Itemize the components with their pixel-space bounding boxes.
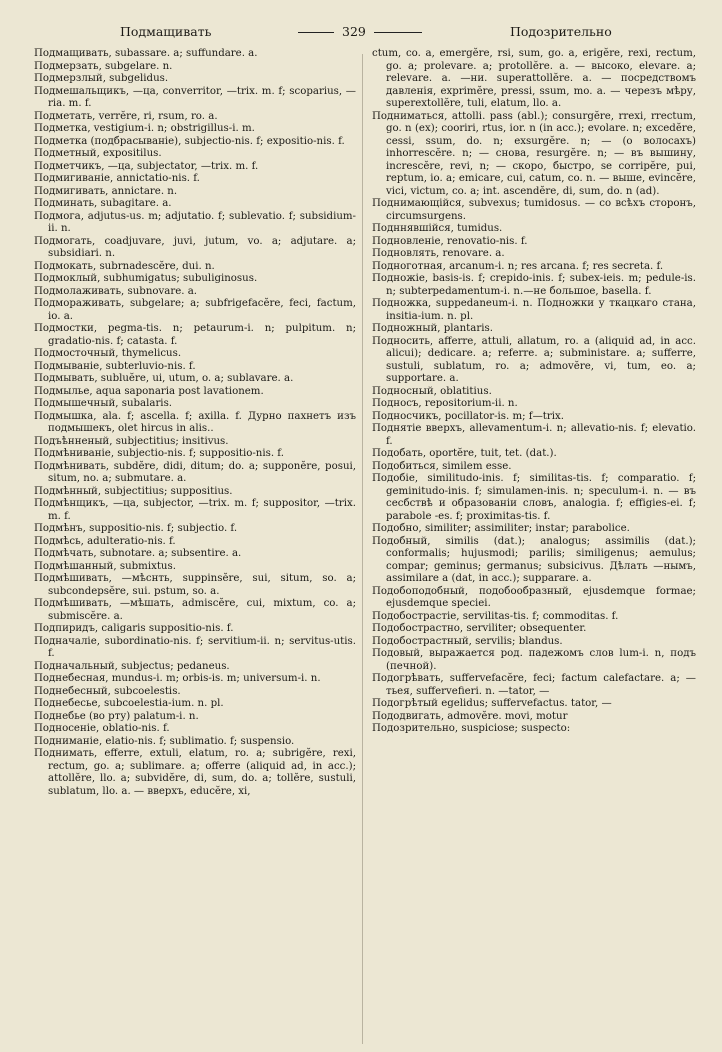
dictionary-entry: Подобострастіе, servilitas-tis. f; commoditas. f.	[372, 610, 619, 622]
dictionary-entry: Подогрѣтый egelidus; suffervefactus. tator, —	[372, 698, 612, 709]
column-divider	[362, 54, 363, 1044]
dictionary-entry: Подносить, afferre, attuli, allatum, ro. a (aliquid ad, in acc. alicui); dedicare. a; referre. a; subministare. a; sufferre, sustuli, sublatum, ro. a; admovĕre, vi, tum, eo. a; supportare. a.	[372, 335, 696, 384]
dictionary-entry: Подниматься, attolli. pass (abl.); consurgĕre, rrexi, rrectum, go. n (ex); cooriri, rtus, ior. n (in acc.); evolare. n; excedĕre, cessi, ssum, do. n; exsurgĕre. n; — (о волосахъ) inhorrescĕre. n; — снова, resurgĕre. n; — въ вышину, increscĕre, revi, n; — скоро, быстро, se corripĕre, pui, reptum, io. a; emicare, cui, catum, co. n. — выше, evincĕre, vici, victum, co. a; int. ascendĕre, di, sum, do. n (ad).	[372, 110, 696, 197]
dictionary-entry: Подмышечный, subalaris.	[34, 398, 173, 409]
dictionary-entry: Подначальный, subjectus; pedaneus.	[34, 660, 230, 672]
dictionary-entry: Подминать, subagitare. a.	[34, 198, 172, 209]
dictionary-entry: Подмываніе, subterluvio-nis. f.	[34, 360, 196, 372]
dictionary-entry: Подовый, выражается род. падежомъ слов lum-i. n, подъ (печной).	[372, 648, 696, 672]
dictionary-entry: Поднебесная, mundus-i. m; orbis-is. m; universum-i. n.	[34, 673, 321, 684]
dictionary-entry: Подмышка, ala. f; ascella. f; axilla. f. Дурно пахнетъ изъ подмышекъ, olet hircus in alis..	[34, 410, 356, 434]
dictionary-entry: Подмосточный, thymelicus.	[34, 348, 182, 359]
dictionary-entry: Подозрительно, suspiciose; suspecto:	[372, 723, 571, 734]
dictionary-entry: Подмерзлый, subgelidus.	[34, 73, 169, 84]
dictionary-entry: Подмокать, subrnadescĕre, dui. n.	[34, 260, 215, 272]
dictionary-entry: Подмѣшанный, submixtus.	[34, 560, 176, 572]
dictionary-entry: ctum, co. a, emergĕre, rsi, sum, go. a, erigĕre, rexi, rectum, go. a; prolevare. a; protollĕre. a. — высоко, elevare. a; relevare. a. —ни. superattollĕre. a. — посредствомъ давленія, exprimĕre, pressi, ssum, mo. a. — черезъ мѣру, superextollĕre, tuli, elatum, llo. a.	[372, 48, 696, 109]
dictionary-entry: Подмораживать, subgelare; a; subfrigefacĕre, feci, factum, io. a.	[34, 298, 356, 322]
dictionary-entry: Подмигиваніе, annictatio-nis. f.	[34, 173, 200, 184]
page-number-block	[298, 24, 422, 39]
dictionary-entry: Подмѣсь, adulteratio-nis. f.	[34, 535, 176, 547]
dictionary-entry: Подпиридъ, caligaris suppositio-nis. f.	[34, 623, 234, 634]
dictionary-entry: Подначаліе, subordinatio-nis. f; servitium-ii. n; servitus-utis. f.	[34, 635, 356, 659]
dictionary-entry: Подмога, adjutus-us. m; adjutatio. f; sublevatio. f; subsidium-ii. n.	[34, 210, 356, 234]
dictionary-entry: Подмѣчать, subnotare. a; subsentire. a.	[34, 548, 242, 559]
dictionary-entry: Пододвигать, admovĕre. movi, motur	[372, 710, 568, 722]
dictionary-entry: Подметать, verrĕre, ri, rsum, ro. a.	[34, 110, 218, 122]
dictionary-entry: Подносчикъ, pocillator-is. m; f—trix.	[372, 410, 564, 422]
dictionary-entry: Подметчикъ, —ца, subjectator, —trix. m. f.	[34, 160, 259, 172]
dictionary-entry: Подмолаживать, subnovare. a.	[34, 285, 198, 297]
header-rule-left	[298, 32, 334, 33]
dictionary-entry: Подмешальщикъ, —ца, converritor, —trix. m. f; scoparius, —ria. m. f.	[34, 85, 356, 109]
dictionary-entry: Подмыльe, aqua saponaria post lavationem.	[34, 385, 264, 397]
dictionary-entry: Подмерзать, subgelare. n.	[34, 60, 173, 72]
dictionary-entry: Подмѣнный, subjectitius; suppositius.	[34, 485, 233, 497]
dictionary-entry: Подогрѣвать, suffervefacĕre, feci; factum calefactare. a; —тьея, suffervefieri. n. —tator, —	[372, 673, 696, 697]
dictionary-entry: Подножка, suppedaneum-i. n. Подножки у ткацкаго стана, insitia-ium. n. pl.	[372, 298, 696, 322]
running-head-right: Подозрительно	[510, 24, 612, 39]
dictionary-entry: Поднебесье, subcoelestia-ium. n. pl.	[34, 698, 224, 709]
dictionary-entry: Подобать, oportĕre, tuit, tet. (dat.).	[372, 448, 557, 459]
dictionary-entry: Подмывать, subluĕre, ui, utum, o. a; sublavare. a.	[34, 373, 294, 384]
dictionary-entry: Подобно, similiter; assimiliter; instar; parabolice.	[372, 523, 630, 534]
dictionary-entry: Подновлять, renovare. a.	[372, 248, 505, 259]
dictionary-entry: Подмѣнщикъ, —ца, subjector, —trix. m. f; suppositor, —trix. m. f.	[34, 498, 356, 522]
header-rule-right	[374, 32, 422, 33]
dictionary-entry: Подносеніе, oblatio-nis. f.	[34, 723, 170, 734]
dictionary-entry: Подносъ, repositorium-ii. n.	[372, 398, 518, 409]
dictionary-entry: Поднимающійся, subvexus; tumidosus. — со всѣхъ сторонъ, circumsurgens.	[372, 198, 696, 222]
dictionary-entry: Подобострастно, serviliter; obsequenter.	[372, 623, 587, 634]
dictionary-entry: Поднимать, efferre, extuli, elatum, ro. a; subrigĕre, rexi, rectum, go. a; sublimare. a; offerre (aliquid ad, in acc.); attollĕre, llo. a; subvidĕre, di, sum, do. a; tollĕre, sustuli, sublatum, llo. a. — вверхъ, educĕre, xi,	[34, 748, 356, 797]
dictionary-entry: Подниманіе, elatio-nis. f; sublimatio. f; suspensio.	[34, 735, 295, 747]
dictionary-entry: Подмостки, pegma-tis. n; petaurum-i. n; pulpitum. n; gradatio-nis. f; catasta. f.	[34, 323, 356, 347]
dictionary-entry: Подмѣшивать, —мѣснть, suppinsĕre, sui, situm, so. a; subcondepsĕre, sui. pstum, so. a.	[34, 573, 356, 597]
left-column	[34, 48, 356, 798]
dictionary-entry: Подновленіе, renovatio-nis. f.	[372, 235, 528, 247]
page-header	[0, 24, 722, 44]
dictionary-entry: Подмогать, coadjuvare, juvi, jutum, vo. a; adjutare. a; subsidiari. n.	[34, 235, 356, 259]
dictionary-entry: Подобострастный, servilis; blandus.	[372, 635, 563, 647]
dictionary-entry: Поднятіе вверхъ, allevamentum-i. n; allevatio-nis. f; elevatio. f.	[372, 423, 696, 447]
dictionary-entry: Подметный, expositilus.	[34, 148, 162, 159]
dictionary-entry: Подмигивать, annictare. n.	[34, 185, 178, 197]
dictionary-entry: Подмѣнивать, subdĕre, didi, ditum; do. a; supponĕre, posui, situm, no. a; submutare. a.	[34, 460, 356, 484]
page-number: 329	[342, 24, 366, 39]
dictionary-entry: Подмѣшивать, —мѣшать, admiscĕre, cui, mixtum, co. a; submiscĕre. a.	[34, 598, 356, 622]
dictionary-entry: Поднебье (во рту) palatum-i. n.	[34, 710, 199, 722]
dictionary-entry: Подмѣнъ, suppositio-nis. f; subjectio. f.	[34, 523, 238, 534]
dictionary-entry: Подобоподобный, подобообразный, ejusdemque formae; ejusdemque speciei.	[372, 585, 696, 609]
right-column	[372, 48, 696, 736]
dictionary-entry: Подннявшійся, tumidus.	[372, 223, 503, 234]
dictionary-entry: Подобный, similis (dat.); analogus; assimilis (dat.); conformalis; hujusmodi; parilis; similigenus; aemulus; compar; geminus; germanus; subsicivus. Дѣлать —нымъ, assimilare a (dat, in acc.); supparare. a.	[372, 535, 696, 584]
dictionary-entry: Подъѣнненый, subjectitius; insitivus.	[34, 435, 229, 447]
dictionary-entry: Подметка, vestigium-i. n; obstrigillus-i. m.	[34, 123, 255, 134]
dictionary-entry: Подножіе, basis-is. f; crepido-inis. f; subex-ieis. m; pedule-is. n; subterpedamentum-i. n.—не большое, basella. f.	[372, 273, 696, 297]
dictionary-entry: Подмѣниваніе, subjectio-nis. f; suppositio-nis. f.	[34, 448, 284, 459]
dictionary-entry: Подобиться, similem esse.	[372, 460, 512, 472]
dictionary-entry: Поднебесный, subcoelestis.	[34, 685, 181, 697]
dictionary-entry: Подмоклый, subhumigatus; subuliginosus.	[34, 273, 258, 284]
dictionary-entry: Подножный, plantaris.	[372, 323, 493, 334]
dictionary-entry: Подметка (подбрасываніе), subjectio-nis. f; expositio-nis. f.	[34, 135, 345, 147]
dictionary-entry: Подобіе, similitudo-inis. f; similitas-tis. f; comparatio. f; geminitudo-inis. f; simulamen-inis. n; speculum-i. n. — въ сесбствѣ и образованіи словъ, analogia. f; effigies-ei. f; parabole -es. f; proximitas-tis. f.	[372, 473, 696, 522]
running-head-left: Подмащивать	[120, 24, 212, 39]
dictionary-entry: Подноготная, arcanum-i. n; res arcana. f; res secreta. f.	[372, 260, 664, 272]
dictionary-entry: Подмащивать, subassare. a; suffundare. a.	[34, 48, 258, 59]
dictionary-entry: Подносный, oblatitius.	[372, 385, 492, 397]
